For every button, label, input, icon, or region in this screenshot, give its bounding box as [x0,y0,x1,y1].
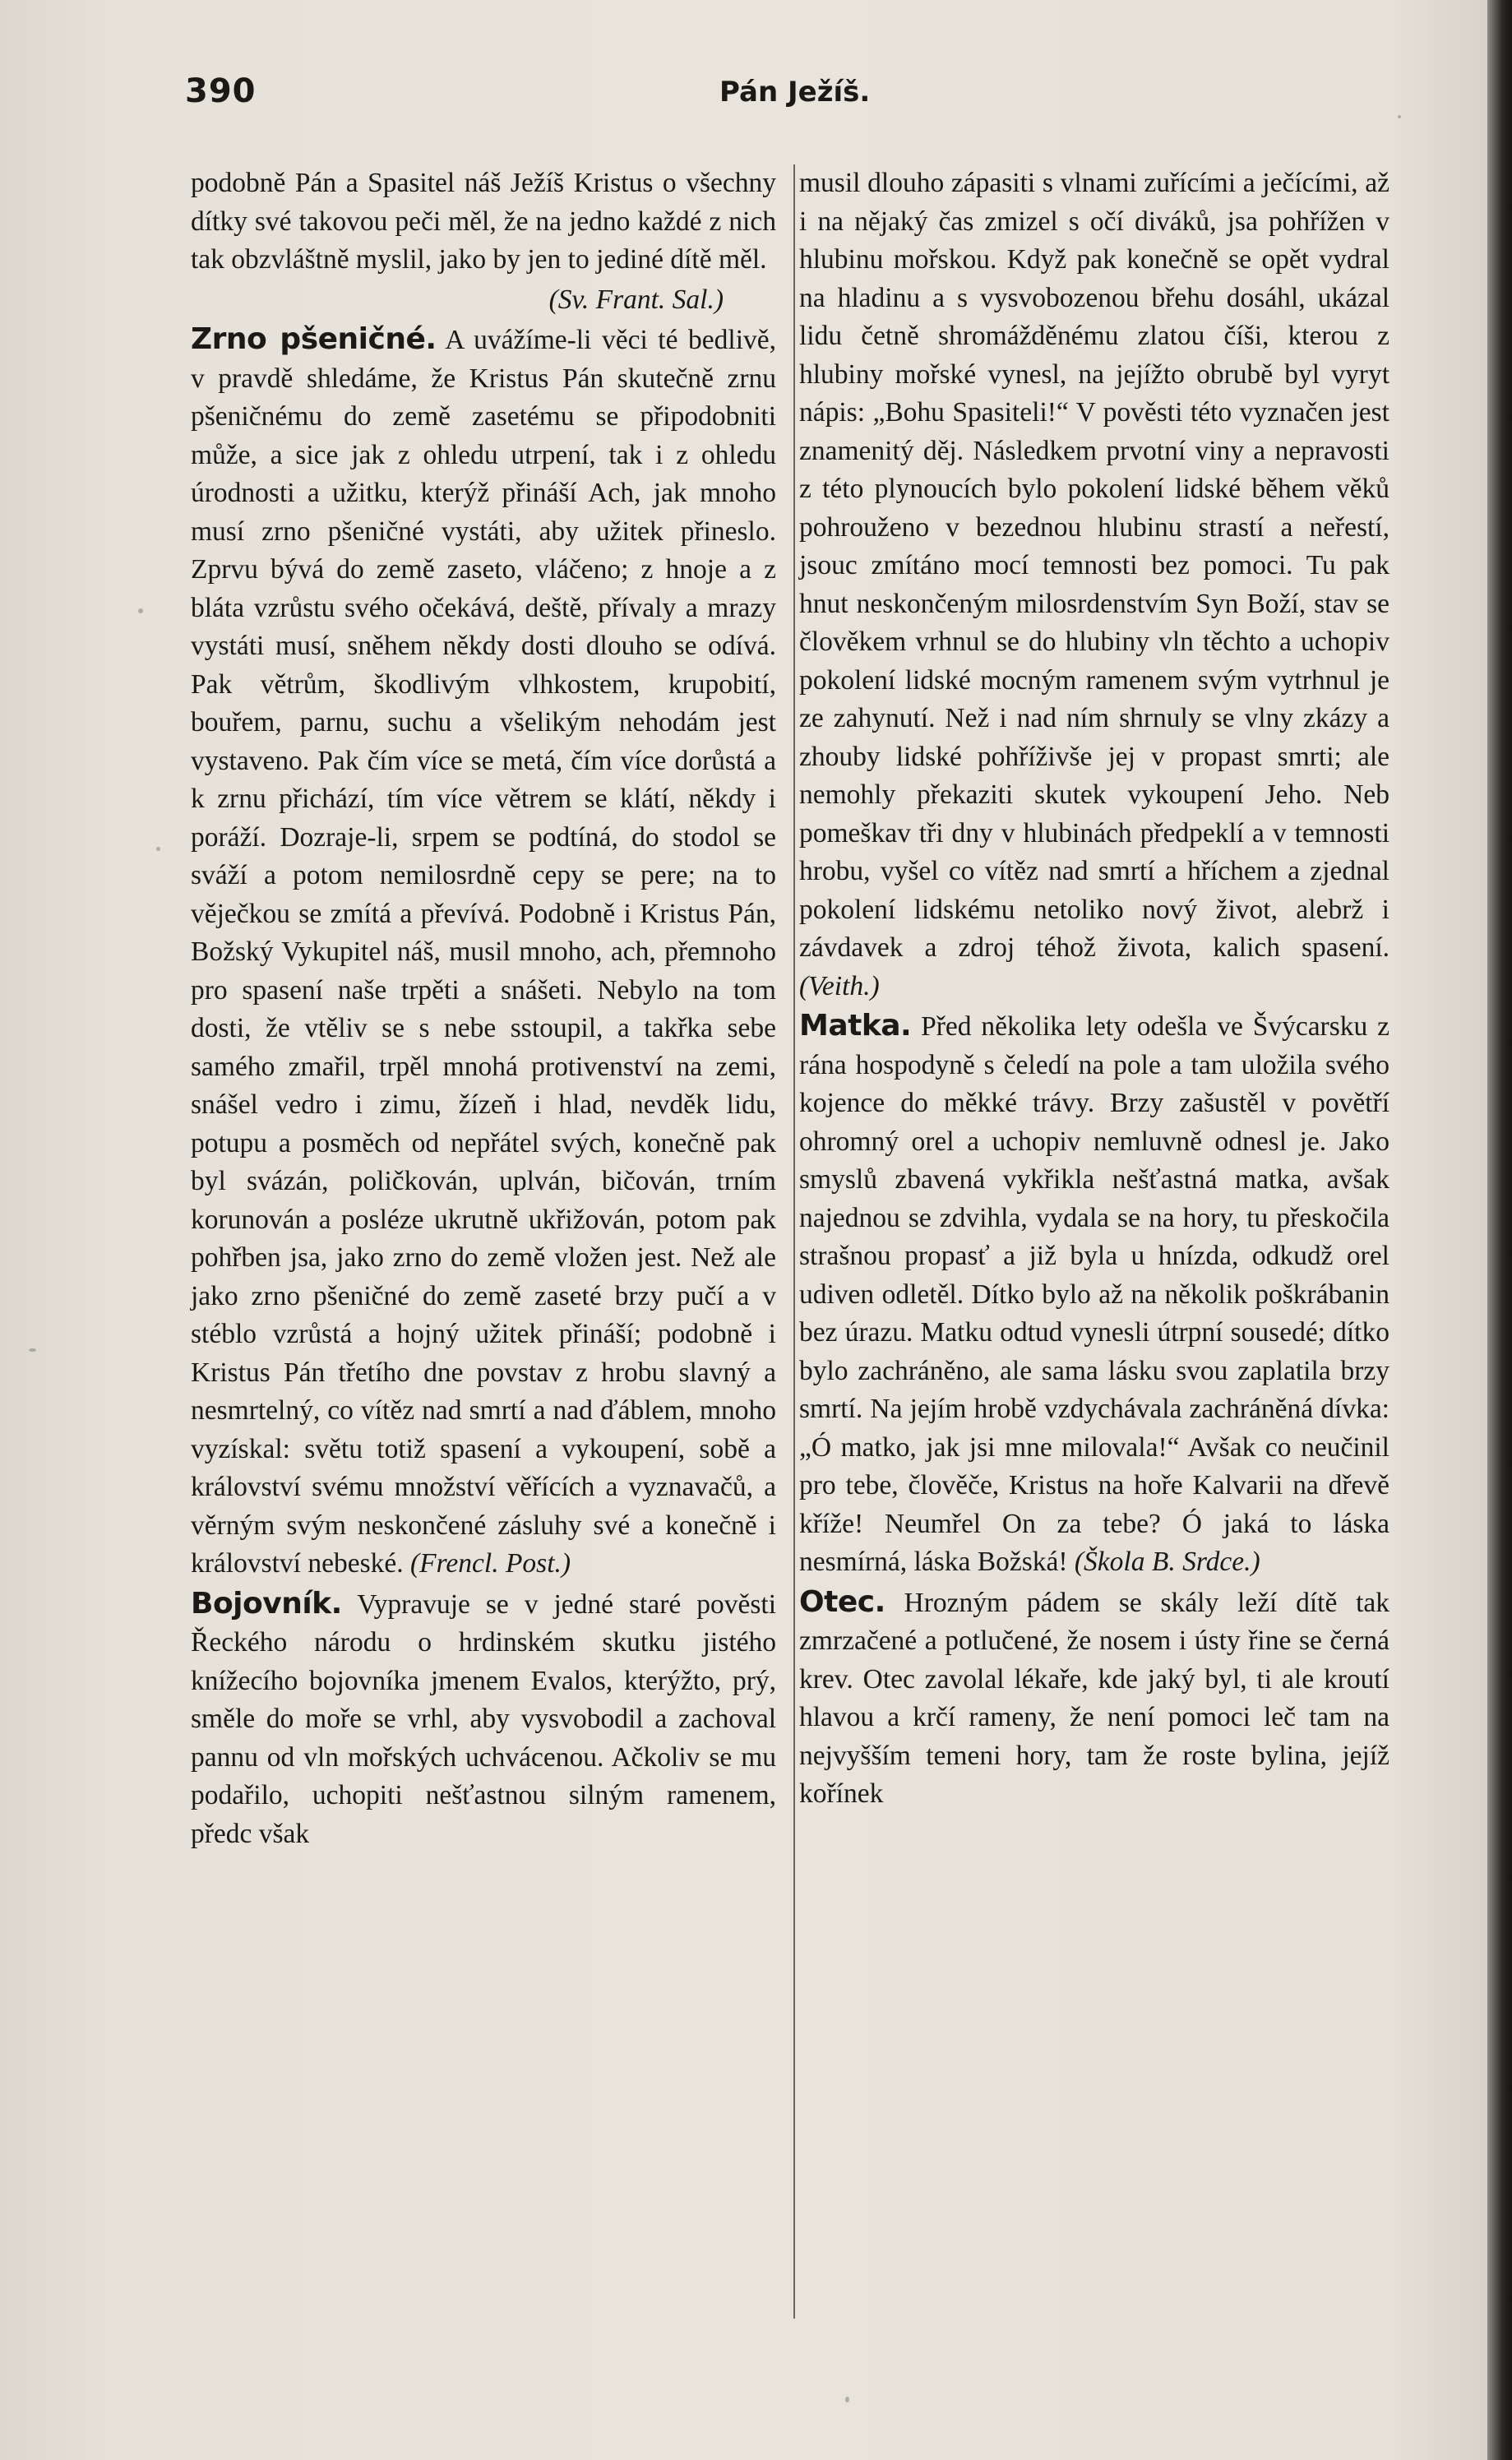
left-column [191,164,776,1853]
citation: (Frencl. Post.) [410,1548,571,1579]
paragraph-text: musil dlouho zápasiti s vlnami zuřícími a ječícími, až i na nějaký čas zmizel s očí diváků, jsa pohřížen v hlubinu mořskou. Když pak konečně se opět vydral na hladinu a s vysvobozenou břehu dosáhl, ukázal lidu četně shromážděnému zlatou číši, kterou z hlubiny mořské vynesl, na jejížto obrubě byl vyryt nápis: „Bohu Spasiteli!“ V pověsti této vyznačen jest znamenitý děj. Následkem prvotní viny a nepravosti z této plynoucích bylo pokolení lidské během věků pohrouženo v bezednou hlubinu strastí a neřestí, jsouc zmítáno mocí temnosti bez pomoci. Tu pak hnut neskončeným milosrdenstvím Syn Boží, stav se člověkem vrhnul se do hlubiny vln těchto a uchopiv pokolení lidské mocným ramenem svým vytrhnul je ze zahynutí. Než i nad ním shrnuly se vlny zkázy a zhouby lidské pohříživše jej v propast smrti; ale nemohly překaziti skutek vykoupení Jeho. Neb pomeškav tři dny v hlubinách předpeklí a v temnosti hrobu, vyšel co vítěz nad smrtí a hříchem a zjednal pokolení lidskému netoliko nový život, alebrž i závdavek a zdroj téhož života, kalich spasení. [799,168,1389,963]
page-header [185,72,1377,122]
citation: (Škola B. Srdce.) [1074,1547,1260,1577]
paragraph-warrior-continued [799,164,1389,1006]
paper-speck [1398,115,1401,118]
section-heading: Zrno pšeničné. [191,322,437,356]
running-title: Pán Ježíš. [719,76,871,109]
paper-speck [29,1348,36,1352]
paragraph-care-of-children [191,164,776,280]
section-mother [799,1007,1389,1582]
citation-line [191,281,776,320]
paragraph-text: Vypravuje se v jedné staré pověsti Řeckého národu o hrdinském skutku jistého knížecího bojovníka jmenem Evalos, kterýžto, prý, směle do moře se vrhl, aby vysvobodil a zachoval pannu od vln mořských uchvácenou. Ačkoliv se mu podařilo, uchopiti nešťastnou silným ramenem, předc však [191,1588,776,1849]
section-heading: Bojovník. [191,1586,342,1621]
paragraph-text: Hrozným pádem se skály leží dítě tak zmrzačené a potlučené, že nosem i ústy řine se černá krev. Otec zavolal lékaře, kde jaký byl, ti ale kroutí hlavou a krčí rameny, že není pomoci leč tam na nejvyšším temeni hory, tam že roste bylina, jejíž kořínek [799,1587,1390,1809]
section-heading: Matka. [799,1009,912,1043]
paper-speck [156,847,160,851]
section-warrior [191,1585,776,1854]
page-number: 390 [185,72,257,110]
section-heading: Otec. [799,1584,885,1619]
paragraph-text: Před několika lety odešla ve Švýcarsku z rána hospodyně s čeledí na pole a tam uložila svého kojence do měkké trávy. Brzy zašustěl v povětří ohromný orel a uchopiv nemluvně odnesl je. Jako smyslů zbavená vykřikla nešťastná matka, avšak najednou se zdvihla, vydala se na hory, tu přeskočila strašnou propasť a již byla u hnízda, odkudž orel udiven odletěl. Dítko bylo až na několik poškrábanin bez úrazu. Matku odtud vynesli útrpní sousedé; dítko bylo zachráněno, ale sama lásku svou zaplatila brzy smrtí. Na jejím hrobě vzdychávala zachráněná dívka: „Ó matko, jak jsi mne milovala!“ Avšak co neučinil pro tebe, člověče, Kristus na hoře Kalvarii na dřevě kříže! Neumřel On za tebe? Ó jaká to láska nesmírná, láska Božská! [799,1011,1389,1577]
paragraph-text: podobně Pán a Spasitel náš Ježíš Kristus o všechny dítky své takovou peči měl, že na jedno každé z nich tak obzvláštně myslil, jako by jen to jediné dítě měl. [191,168,776,275]
paper-speck [845,2397,849,2402]
column-divider [793,164,795,2319]
right-column [799,164,1389,1814]
paragraph-text: A uvážíme-li věci té bedlivě, v pravdě shledáme, že Kristus Pán skutečně zrnu pšeničnému do země zasetému se připodobniti může, a sice jak z ohledu utrpení, tak i z ohledu úrodnosti a užitku, kterýž přináší Ach, jak mnoho musí zrno pšeničné vystáti, aby užitek přineslo. Zprvu bývá do země zaseto, vláčeno; z hnoje a z bláta vzrůstu svého očekává, deště, přívaly a mrazy vystáti musí, sněhem někdy dosti dlouho se odívá. Pak větrům, škodlivým vlhkostem, krupobití, bouřem, parnu, suchu a všelikým nehodám jest vystaveno. Pak čím více se metá, čím více dorůstá a k zrnu přichází, tím více větrem se klátí, někdy i poráží. Dozraje-li, srpem se podtíná, do stodol se sváží a potom nemilosrdně cepy se pere; na to věječkou se zmítá a převívá. Podobně i Kristus Pán, Božský Vykupitel náš, musil mnoho, ach, přemnoho pro spasení naše trpěti a snášeti. Nebylo na tom dosti, že vtěliv se s nebe sstoupil, a takřka sebe samého zmařil, trpěl mnohá protivenství na zemi, snášel vedro i zimu, žízeň i hlad, nevděk lidu, potupu a posměch od nepřátel svých, konečně pak byl svázán, poličkován, uplván, bičován, trním korunován a posléze ukrutně ukřižován, potom pak pohřben jsa, jako zrno do země vložen jest. Než ale jako zrno pšeničné do země zaseté brzy pučí a v stéblo vzrůstá a hojný užitek přináší; podobně i Kristus Pán třetího dne povstav z hrobu slavný a nesmrtelný, co vítěz nad smrtí a nad ďáblem, mnoho vyzískal: světu totiž spasení a vykoupení, sobě a království svému množství věřících a vyznavačů, a věrným svým neskončené zásluhy své a konečně i království nebeské. [191,325,776,1579]
page-edge-shadow [1487,0,1512,2460]
section-grain-of-wheat [191,321,776,1584]
section-father [799,1584,1389,1814]
citation: (Veith.) [799,970,880,1001]
citation: (Sv. Frant. Sal.) [548,284,724,315]
paper-speck [138,608,143,613]
